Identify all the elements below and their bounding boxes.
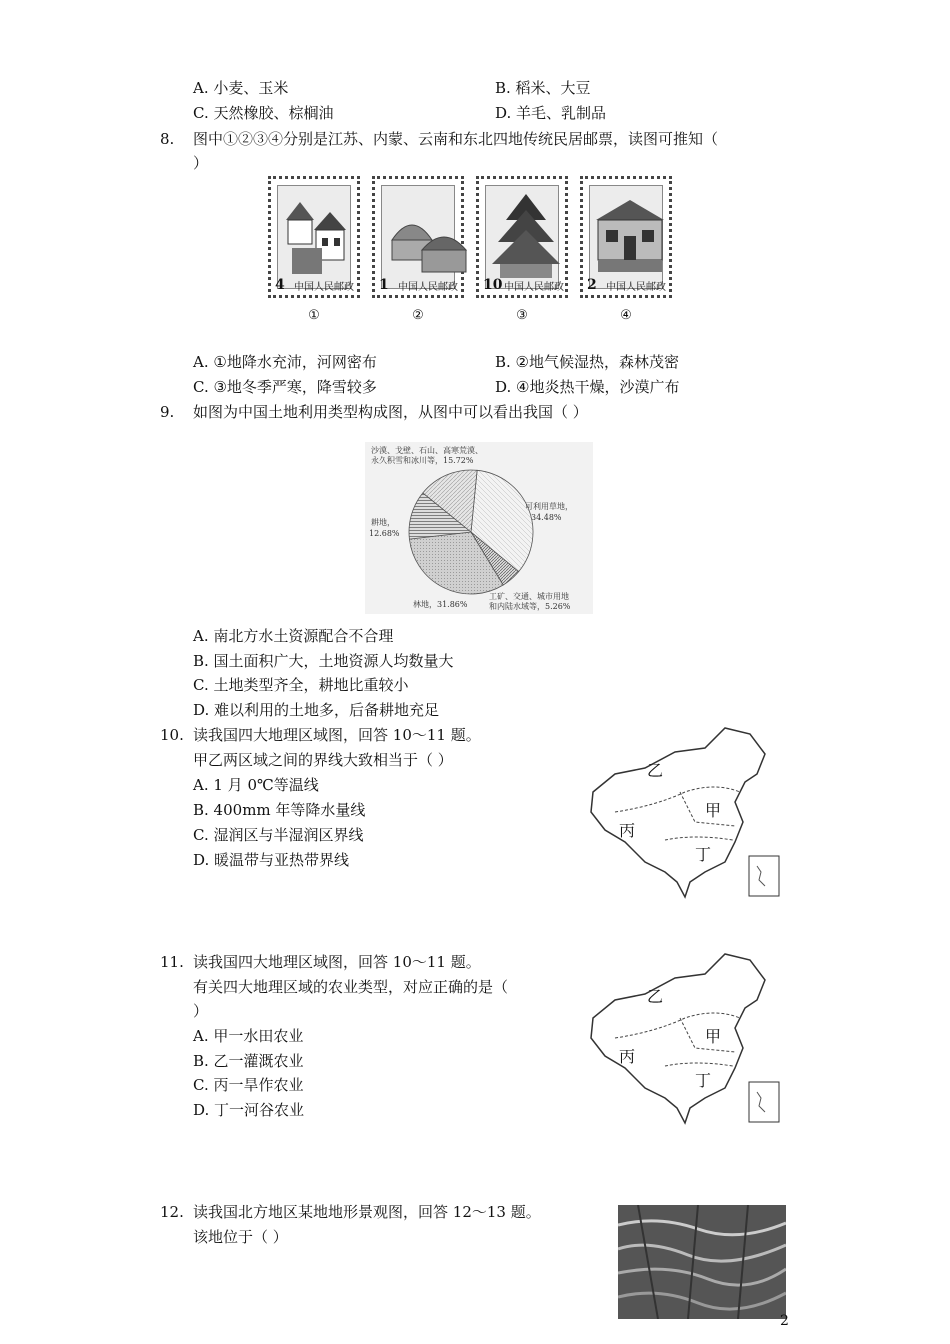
q10-number: 10.	[160, 726, 184, 744]
china-regions-map-q11	[585, 948, 785, 1138]
map-label-bing: 丙	[619, 1047, 636, 1066]
china-outline	[585, 722, 785, 912]
stamp-value: 1	[379, 277, 389, 293]
q7-option-b: B. 稻米、大豆	[495, 79, 591, 97]
stamp-value: 2	[587, 277, 597, 293]
map-label-yi: 乙	[647, 761, 664, 780]
pie-label-forest: 林地，31.86%	[413, 600, 468, 609]
q10-option-a: A. 1 月 0℃等温线	[193, 776, 319, 794]
q8-number: 8.	[160, 130, 175, 148]
q8-option-b: B. ②地气候湿热，森林茂密	[495, 353, 680, 371]
stamp-caption: 中国人民邮政	[294, 282, 354, 293]
q11-number: 11.	[160, 953, 184, 971]
stamp-yunnan	[476, 176, 568, 298]
q12-stem-question: 该地位于（ ）	[193, 1228, 288, 1246]
map-label-ding: 丁	[695, 845, 712, 864]
stamp-caption: 中国人民邮政	[398, 282, 458, 293]
china-regions-map-q10	[585, 722, 785, 912]
map-label-jia: 甲	[705, 801, 722, 820]
pie-label-desert-line1: 沙漠、戈壁、石山、高寒荒漠、	[371, 446, 483, 455]
stamp-dongbei	[580, 176, 672, 298]
pie-label-grass-line2: 34.48%	[531, 513, 562, 522]
q9-option-a: A. 南北方水土资源配合不合理	[193, 627, 394, 645]
map-label-ding: 丁	[695, 1071, 712, 1090]
map-label-jia: 甲	[705, 1027, 722, 1046]
q12-stem: 读我国北方地区某地地形景观图，回答 12～13 题。	[193, 1203, 541, 1221]
landform-photo	[618, 1205, 786, 1319]
stamp-label-3: ③	[516, 308, 528, 323]
stamp-value: 4	[275, 277, 285, 293]
china-outline	[585, 948, 785, 1138]
page-number: 2	[780, 1313, 789, 1329]
northeast-house-illustration	[590, 190, 680, 280]
q7-option-c: C. 天然橡胶、棕榈油	[193, 104, 334, 122]
stamp-label-2: ②	[412, 308, 424, 323]
q10-option-d: D. 暖温带与亚热带界线	[193, 851, 350, 869]
house-illustration	[278, 190, 356, 280]
stamp-caption: 中国人民邮政	[606, 282, 666, 293]
q11-stem-question: 有关四大地理区域的农业类型，对应正确的是（	[193, 978, 509, 996]
land-use-pie-figure	[365, 442, 593, 614]
stamp-value: 10	[483, 277, 503, 293]
q8-option-a: A. ①地降水充沛，河网密布	[193, 353, 377, 371]
q11-option-a: A. 甲一水田农业	[193, 1027, 304, 1045]
map-label-yi: 乙	[647, 987, 664, 1006]
pie-label-desert-line2: 永久积雪和冰川等，15.72%	[371, 456, 474, 465]
stamp-neimeng	[372, 176, 464, 298]
q12-number: 12.	[160, 1203, 184, 1221]
q7-option-d: D. 羊毛、乳制品	[495, 104, 607, 122]
q10-option-b: B. 400mm 年等降水量线	[193, 801, 366, 819]
bamboo-house-illustration	[486, 190, 576, 280]
pie-label-farm-line2: 12.68%	[369, 529, 400, 538]
q9-option-b: B. 国土面积广大，土地资源人均数量大	[193, 652, 454, 670]
q9-stem: 如图为中国土地利用类型构成图，从图中可以看出我国（ ）	[193, 403, 588, 421]
q7-option-a: A. 小麦、玉米	[193, 79, 289, 97]
stamp-caption: 中国人民邮政	[504, 282, 564, 293]
q11-option-b: B. 乙一灌溉农业	[193, 1052, 304, 1070]
pie-label-grass-line1: 可利用草地，	[525, 502, 573, 511]
loess-plateau-photo	[618, 1205, 786, 1319]
q11-option-c: C. 丙一旱作农业	[193, 1076, 304, 1094]
q10-stem-question: 甲乙两区域之间的界线大致相当于（ ）	[193, 751, 453, 769]
map-label-bing: 丙	[619, 821, 636, 840]
pie-label-industry-line1: 工矿、交通、城市用地	[489, 592, 569, 601]
q9-option-c: C. 土地类型齐全，耕地比重较小	[193, 676, 409, 694]
q11-stem: 读我国四大地理区域图，回答 10～11 题。	[193, 953, 481, 971]
q9-option-d: D. 难以利用的土地多，后备耕地充足	[193, 701, 440, 719]
q8-option-d: D. ④地炎热干燥，沙漠广布	[495, 378, 680, 396]
yurt-illustration	[382, 190, 472, 280]
stamp-label-1: ①	[308, 308, 320, 323]
stamp-jiangsu	[268, 176, 360, 298]
q11-option-d: D. 丁一河谷农业	[193, 1101, 305, 1119]
pie-label-farm-line1: 耕地，	[371, 518, 395, 527]
stamp-label-4: ④	[620, 308, 632, 323]
q8-stem-close: ）	[193, 154, 209, 172]
q10-stem: 读我国四大地理区域图，回答 10～11 题。	[193, 726, 481, 744]
land-use-pie	[365, 442, 593, 614]
q8-option-c: C. ③地冬季严寒，降雪较多	[193, 378, 377, 396]
q10-option-c: C. 湿润区与半湿润区界线	[193, 826, 364, 844]
q8-stem: 图中①②③④分别是江苏、内蒙、云南和东北四地传统民居邮票，读图可推知（	[193, 130, 719, 148]
pie-label-industry-line2: 和内陆水域等，5.26%	[489, 602, 571, 611]
q11-stem-close: ）	[193, 1002, 209, 1020]
q9-number: 9.	[160, 403, 175, 421]
stamps-figure	[268, 176, 678, 326]
